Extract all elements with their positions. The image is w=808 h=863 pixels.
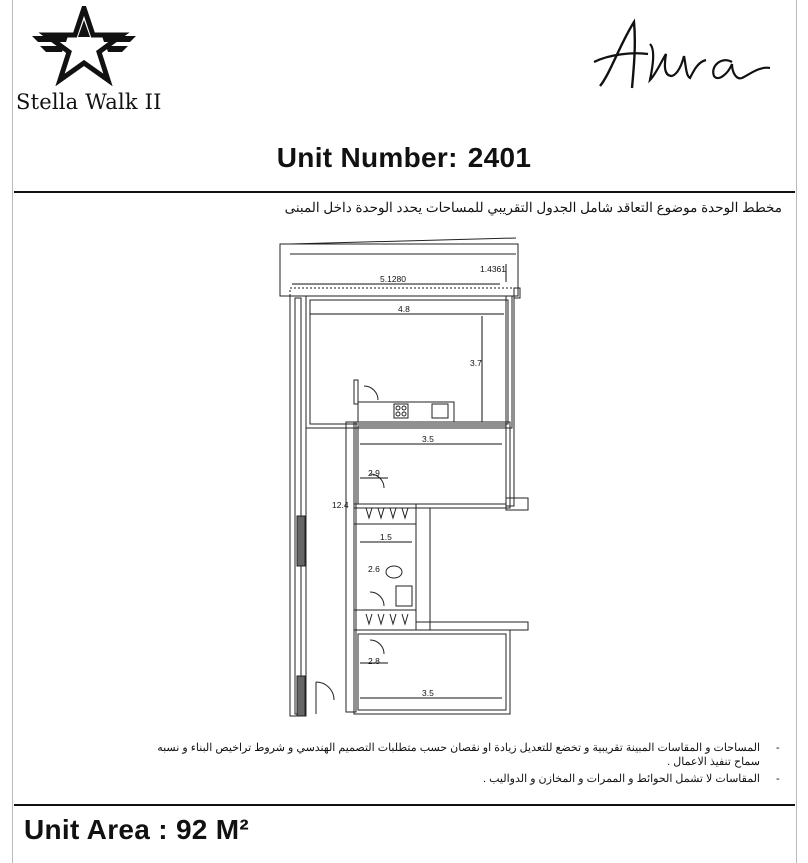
alura-logo [590,14,780,94]
page-frame-left [12,0,13,863]
unit-area-unit: M² [215,814,250,845]
dim-1-5: 1.5 [380,532,392,542]
unit-area-label: Unit Area : [24,814,168,845]
star-icon [32,6,136,86]
dim-3-5-top: 3.5 [422,434,434,444]
unit-area-value: 92 [175,814,208,845]
dim-3-7: 3.7 [470,358,482,368]
unit-number-label: Unit Number: [276,142,458,173]
dim-12-4: 12.4 [332,500,349,510]
floor-plan [270,236,540,722]
dim-3-5-bottom: 3.5 [422,688,434,698]
plan-description: مخطط الوحدة موضوع التعاقد شامل الجدول التقريبي للمساحات يحدد الوحدة داخل المبنى [284,200,782,215]
page-frame-right [796,0,797,863]
unit-number-heading [0,142,808,174]
unit-number-value: 2401 [467,142,532,173]
floor-plan-drawing [270,236,540,722]
note-bullet: - [776,742,780,754]
footer-rule [14,804,795,806]
dim-1-4361: 1.4361 [480,264,506,274]
note-bullet: - [776,773,780,785]
note-1-line-2: سماح تنفيذ الاعمال . [667,756,760,768]
dim-2-6: 2.6 [368,564,380,574]
brand-left-text: Stella Walk II [16,90,162,114]
note-2-line-1: المقاسات لا تشمل الحوائط و الممرات و المخازن و الدواليب . [483,773,760,785]
note-1-line-1: المساحات و المقاسات المبينة تقريبية و تخضع للتعديل زيادة او نقصان حسب متطلبات التصميم الهندسي و شروط تراخيص البناء و نسبه [157,742,760,754]
dim-2-9: 2.9 [368,468,380,478]
dim-4-8: 4.8 [398,304,410,314]
dim-5-1280: 5.1280 [380,274,406,284]
header-rule [14,191,795,193]
unit-area [24,814,249,846]
dim-2-8: 2.8 [368,656,380,666]
stella-walk-logo [14,6,162,114]
